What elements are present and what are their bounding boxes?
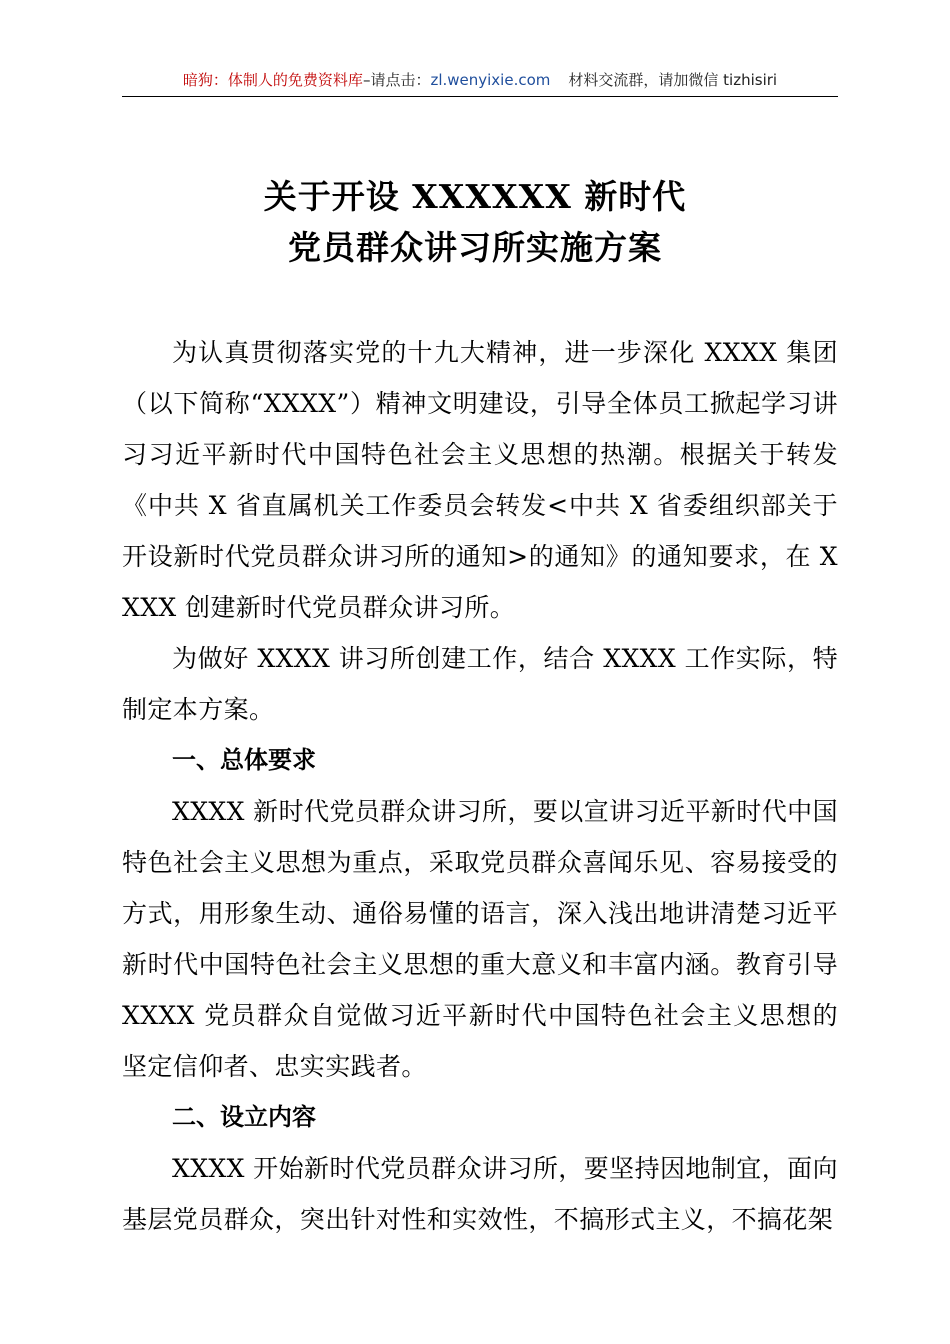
header-link[interactable]: zl.wenyixie.com	[430, 71, 551, 89]
section2-paragraph: XXXX 开始新时代党员群众讲习所，要坚持因地制宜，面向基层党员群众，突出针对性和实效性，不搞形式主义，不搞花架	[122, 1154, 838, 1234]
header-link-prefix: –请点击：	[362, 71, 431, 89]
header-wechat-note: 材料交流群，请加微信 tizhisiri	[568, 71, 778, 89]
document-title-line2: 党员群众讲习所实施方案	[288, 228, 662, 267]
section-heading-1: 一、总体要求	[172, 746, 316, 774]
section-heading-2: 二、设立内容	[172, 1103, 316, 1131]
document-body	[122, 327, 838, 1245]
header-brand: 暗狗：体制人的免费资料库	[182, 71, 363, 89]
intro-paragraph-1: 为认真贯彻落实党的十九大精神，进一步深化 XXXX 集团（以下简称“XXXX”）精神文明建设，引导全体员工掀起学习讲习习近平新时代中国特色社会主义思想的热潮。根据关于转发《中共 X 省直属机关工作委员会转发<中共 X 省委组织部关于开设新时代党员群众讲习所的通知>的通知》的通知要求，在 XXXX 创建新时代党员群众讲习所。	[122, 338, 838, 622]
page-header	[122, 66, 838, 97]
intro-paragraph-2: 为做好 XXXX 讲习所创建工作，结合 XXXX 工作实际，特制定本方案。	[122, 644, 838, 724]
document-title-line1: 关于开设 XXXXXX 新时代	[263, 177, 687, 216]
section1-paragraph: XXXX 新时代党员群众讲习所，要以宣讲习近平新时代中国特色社会主义思想为重点，采取党员群众喜闻乐见、容易接受的方式，用形象生动、通俗易懂的语言，深入浅出地讲清楚习近平新时代中国特色社会主义思想的重大意义和丰富内涵。教育引导 XXXX 党员群众自觉做习近平新时代中国特色社会主义思想的坚定信仰者、忠实实践者。	[122, 797, 838, 1081]
